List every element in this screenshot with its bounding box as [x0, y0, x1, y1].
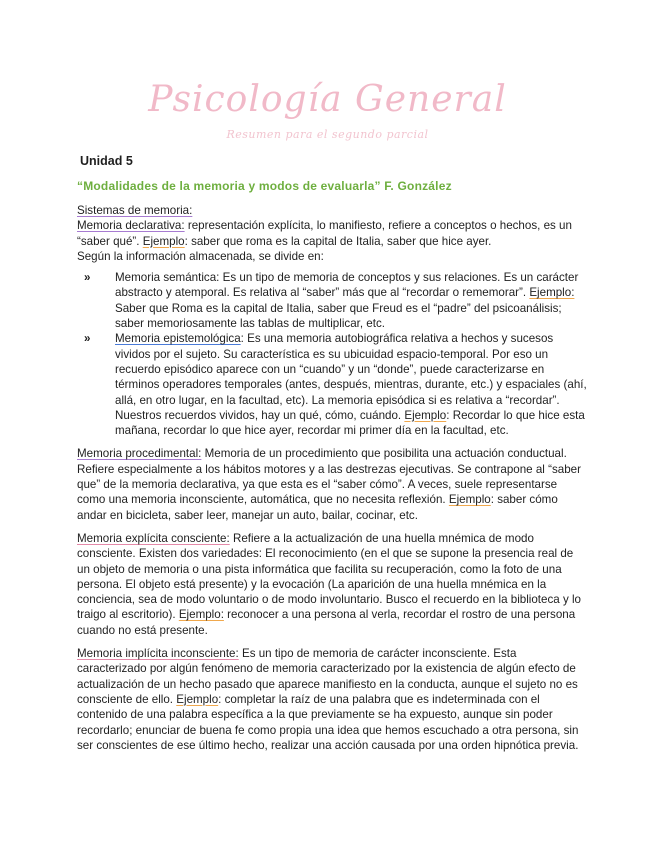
procedimental-term: Memoria procedimental:: [77, 447, 202, 461]
epistemologica-text: : Es una memoria autobiográfica relativa a hechos y sucesos vividos por el sujeto. Su característica es su ubicuidad espacio-temporal. Por eso un recuerdo episódico aparece con un “cuando” y un “donde”, puede caracterizarse en términos operadores temporales (antes, después, mientras, durante, etc.) y espaciales (ahí, allá, en otro lugar, en la facultad, etc). La memoria episódica si es relativa a “recordar”. Nuestros recuerdos vividos, hay un qué, cómo, cuándo.: [115, 332, 587, 422]
semantica-ejemplo: Ejemplo:: [529, 286, 575, 300]
unit-heading: Unidad 5: [80, 154, 133, 168]
page-title: Psicología General: [148, 79, 507, 120]
topic-heading: “Modalidades de la memoria y modos de evaluarla” F. González: [77, 179, 452, 193]
implicita-ejemplo: Ejemplo: [176, 692, 219, 706]
procedimental-ejemplo: Ejemplo: [448, 493, 491, 507]
section-heading: [77, 203, 587, 218]
procedimental-paragraph: [77, 446, 587, 522]
explicita-paragraph: [77, 531, 587, 638]
document-body: [77, 203, 587, 753]
implicita-example-text: : completar la raíz de una palabra que es indeterminada con el contenido de una palabra específica a la que previamente se ha expuesto, aunque sin poder recordarlo; enunciar de buena fe como propia una idea que hemos escuchado a otra persona, sin ser conscientes de ese último hecho, realizar una acción causada por una orden hipnótica previa.: [77, 692, 579, 752]
declarativa-ejemplo: Ejemplo: [142, 234, 185, 248]
semantica-example-text: Saber que Roma es la capital de Italia, saber que Freud es el “padre” del psicoanálisis; saber memoriosamente las tablas de multiplicar, etc.: [115, 301, 562, 331]
epistemologica-example-text: : Recordar lo que hice esta mañana, recordar lo que hice ayer, recordar mi primer día en la facultad, etc.: [115, 408, 585, 438]
semantica-term: Memoria semántica: [115, 271, 217, 285]
semantica-text: : Es un tipo de memoria de conceptos y sus relaciones. Es un carácter abstracto y atemporal. Es relativa al “saber” más que al “recordar o rememorar”.: [115, 271, 579, 300]
list-item: [77, 270, 587, 331]
explicita-term: Memoria explícita consciente:: [77, 531, 230, 545]
declarativa-paragraph: [77, 218, 587, 249]
implicita-text: Es un tipo de memoria de carácter inconsciente. Esta caracterizado por algún fenómeno de memoria caracterizado por la existencia de algún efecto de actualización de un hecho pasado que aparece manifiesto en la conducta, aunque el sujeto no es consciente de ello.: [77, 647, 578, 706]
epistemologica-ejemplo: Ejemplo: [404, 408, 447, 422]
declarativa-term: Memoria declarativa:: [77, 219, 185, 233]
implicita-paragraph: [77, 646, 587, 753]
list-item: [77, 331, 587, 438]
explicita-example-text: reconocer a una persona al verla, recordar el rostro de una persona cuando no está presente.: [77, 608, 576, 637]
epistemologica-term: Memoria epistemológica: [115, 332, 241, 346]
declarativa-example-text: : saber que roma es la capital de Italia, saber que hice ayer.: [184, 234, 492, 248]
procedimental-example-text: : saber cómo andar en bicicleta, saber leer, manejar un auto, bailar, cocinar, etc.: [77, 493, 558, 522]
page-subtitle: Resumen para el segundo parcial: [226, 128, 429, 141]
procedimental-text: Memoria de un procedimiento que posibilita una actuación conductual. Refiere especialmente a los hábitos motores y a las destrezas ejecutivas. Se contrapone al “saber que” de la memoria declarativa, ya que esta es el “saber cómo”. A veces, suele representarse como una memoria inconsciente, automática, que no necesita reflexión.: [77, 447, 581, 507]
explicita-ejemplo: Ejemplo:: [178, 608, 224, 622]
explicita-text: Refiere a la actualización de una huella mnémica de modo consciente. Existen dos variedades: El reconocimiento (en el que se supone la presencia real de un objeto de memoria o una pista informática que facilita su recuperación, como la foto de una persona. El objeto está presente) y la evocación (La aparición de una huella mnémica en la conciencia, sea de modo voluntario o de modo involuntario. Busco el recuerdo en la biblioteca y lo traigo al escritorio).: [77, 531, 581, 622]
implicita-term: Memoria implícita inconsciente:: [77, 647, 239, 661]
bullet-mark: »: [84, 271, 91, 285]
bullet-mark: »: [84, 332, 91, 346]
declarativa-text: representación explícita, lo manifiesto, refiere a conceptos o hechos, es un “saber qué”.: [77, 219, 572, 248]
sistemas-heading: Sistemas de memoria:: [77, 204, 193, 217]
memory-type-list: [77, 270, 587, 438]
intro-line: Según la información almacenada, se divide en:: [77, 249, 324, 263]
